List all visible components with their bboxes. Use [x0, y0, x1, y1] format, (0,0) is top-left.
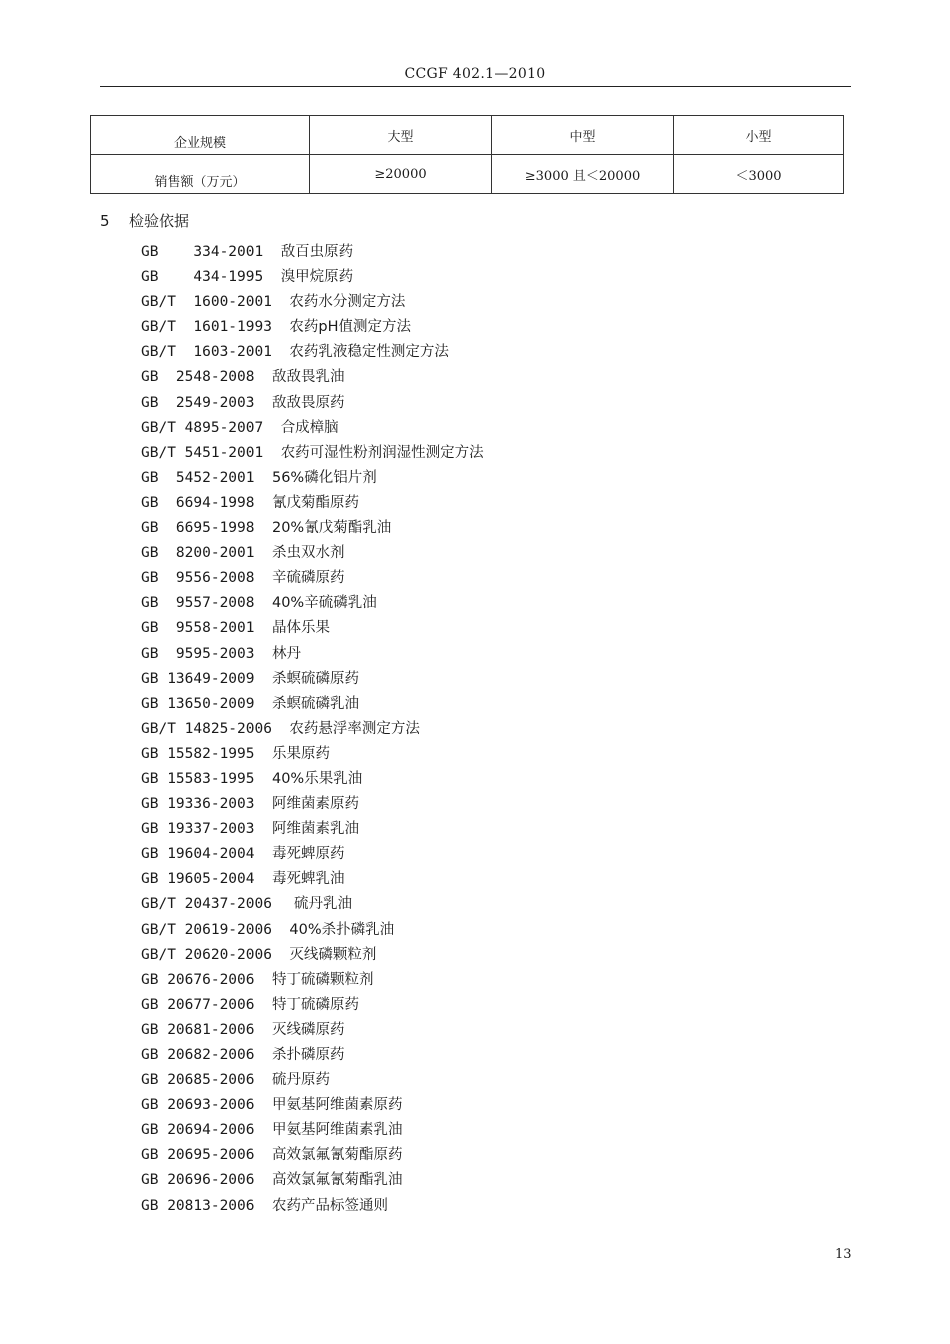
- page-number: 13: [835, 1247, 852, 1262]
- standard-code: GB/T 20619-2006: [141, 921, 272, 938]
- table-row: [91, 116, 844, 155]
- standard-name: 阿维菌素乳油: [271, 821, 359, 838]
- standard-name: 溴甲烷原药: [280, 269, 354, 286]
- standard-name: 农药pH值测定方法: [289, 319, 412, 336]
- list-item: [141, 867, 484, 892]
- table-cell: ＜3000: [674, 155, 844, 194]
- list-item: [141, 767, 484, 792]
- standard-code: GB 20693-2006: [141, 1097, 255, 1114]
- standard-name: 晶体乐果: [271, 620, 330, 637]
- standard-code: GB/T 1600-2001: [141, 294, 272, 311]
- standard-name: 农药水分测定方法: [289, 294, 406, 311]
- standard-code: GB 6695-1998: [141, 520, 255, 537]
- table-cell: 小型: [674, 116, 844, 155]
- standard-name: 灭线磷原药: [271, 1021, 345, 1038]
- list-item: [141, 1168, 484, 1193]
- list-item: [141, 1118, 484, 1143]
- standard-name: 高效氯氟氰菊酯乳油: [271, 1172, 403, 1189]
- list-item: [141, 968, 484, 993]
- list-item: [141, 742, 484, 767]
- list-item: [141, 616, 484, 641]
- standard-name: 甲氨基阿维菌素乳油: [271, 1122, 403, 1139]
- standard-code: GB 19337-2003: [141, 821, 255, 838]
- standard-name: 农药悬浮率测定方法: [289, 720, 420, 737]
- standard-name: 杀螟硫磷原药: [271, 670, 359, 687]
- table-row: [91, 155, 844, 194]
- standard-code: GB 9558-2001: [141, 620, 255, 637]
- list-item: [141, 240, 484, 265]
- standard-code: GB 19604-2004: [141, 846, 255, 863]
- list-item: [141, 918, 484, 943]
- list-item: [141, 416, 484, 441]
- standard-name: 高效氯氟氰菊酯原药: [271, 1147, 403, 1164]
- standard-name: 40%杀扑磷乳油: [289, 921, 395, 938]
- standard-code: GB 20694-2006: [141, 1122, 255, 1139]
- standard-name: 农药产品标签通则: [271, 1197, 388, 1214]
- header-divider: [100, 86, 851, 87]
- enterprise-scale-table: [90, 115, 844, 194]
- standard-code: GB 20682-2006: [141, 1047, 255, 1063]
- list-item: [141, 391, 484, 416]
- list-item: [141, 1143, 484, 1168]
- list-item: [141, 1068, 484, 1093]
- list-item: [141, 315, 484, 340]
- list-item: [141, 1018, 484, 1043]
- list-item: [141, 466, 484, 491]
- standard-name: 农药可湿性粉剂润湿性测定方法: [280, 444, 484, 461]
- standard-code: GB 13649-2009: [141, 670, 255, 687]
- standard-name: 毒死蜱乳油: [271, 871, 345, 888]
- list-item: [141, 667, 484, 692]
- standard-name: 40%乐果乳油: [271, 770, 363, 787]
- list-item: [141, 516, 484, 541]
- table-cell: ≥20000: [310, 155, 492, 194]
- list-item: [141, 1194, 484, 1219]
- standard-name: 阿维菌素原药: [271, 796, 359, 813]
- list-item: [141, 541, 484, 566]
- standard-name: 杀虫双水剂: [271, 545, 345, 562]
- standard-name: 灭线磷颗粒剂: [289, 946, 377, 963]
- list-item: [141, 842, 484, 867]
- list-item: [141, 591, 484, 616]
- standard-code: GB/T 20620-2006: [141, 946, 272, 963]
- standard-name: 硫丹乳油: [289, 896, 353, 913]
- standard-name: 56%磷化铝片剂: [271, 469, 377, 486]
- list-item: [141, 717, 484, 742]
- section-number: 5: [100, 212, 110, 230]
- standard-code: GB 19605-2004: [141, 871, 255, 888]
- standard-code: GB 20676-2006: [141, 971, 255, 988]
- standards-list: [141, 240, 484, 1219]
- standard-code: GB 19336-2003: [141, 796, 255, 813]
- list-item: [141, 817, 484, 842]
- standard-code: GB 20685-2006: [141, 1072, 255, 1089]
- standard-name: 特丁硫磷原药: [271, 996, 359, 1013]
- list-item: [141, 365, 484, 390]
- list-item: [141, 692, 484, 717]
- list-item: [141, 642, 484, 667]
- standard-name: 杀扑磷原药: [271, 1047, 345, 1063]
- list-item: [141, 340, 484, 365]
- standard-name: 硫丹原药: [271, 1072, 330, 1089]
- standard-code: GB/T 5451-2001: [141, 444, 264, 461]
- standard-name: 敌敌畏原药: [271, 394, 345, 411]
- standard-code: GB 20681-2006: [141, 1021, 255, 1038]
- list-item: [141, 993, 484, 1018]
- section-title: 检验依据: [129, 212, 190, 230]
- table-cell: 企业规模: [91, 116, 310, 155]
- standard-name: 农药乳液稳定性测定方法: [289, 344, 449, 361]
- standard-name: 特丁硫磷颗粒剂: [271, 971, 374, 988]
- section-heading: [100, 210, 189, 231]
- table-cell: ≥3000 且＜20000: [492, 155, 674, 194]
- standard-name: 敌敌畏乳油: [271, 369, 345, 386]
- list-item: [141, 441, 484, 466]
- standard-name: 合成樟脑: [280, 419, 339, 436]
- list-item: [141, 290, 484, 315]
- standard-code: GB 15582-1995: [141, 745, 255, 762]
- standard-code: GB 9557-2008: [141, 595, 255, 612]
- standard-code: GB 9556-2008: [141, 570, 255, 587]
- standard-code: GB/T 4895-2007: [141, 419, 264, 436]
- page-header-title: CCGF 402.1—2010: [404, 66, 546, 82]
- standard-code: GB 13650-2009: [141, 695, 255, 712]
- standard-name: 甲氨基阿维菌素原药: [271, 1097, 403, 1114]
- table-cell: 大型: [310, 116, 492, 155]
- standard-code: GB 20695-2006: [141, 1147, 255, 1164]
- list-item: [141, 892, 484, 917]
- list-item: [141, 566, 484, 591]
- list-item: [141, 1093, 484, 1118]
- standard-name: 敌百虫原药: [280, 244, 354, 260]
- standard-code: GB 20813-2006: [141, 1197, 255, 1214]
- standard-name: 40%辛硫磷乳油: [271, 595, 377, 612]
- standard-name: 毒死蜱原药: [271, 846, 345, 863]
- standard-code: GB 20677-2006: [141, 996, 255, 1013]
- table-cell: 中型: [492, 116, 674, 155]
- list-item: [141, 792, 484, 817]
- standard-name: 乐果原药: [271, 745, 330, 762]
- standard-code: GB/T 20437-2006: [141, 896, 272, 913]
- list-item: [141, 491, 484, 516]
- standard-code: GB 334-2001: [141, 244, 264, 260]
- standard-code: GB 2549-2003: [141, 394, 255, 411]
- standard-code: GB 8200-2001: [141, 545, 255, 562]
- standard-code: GB/T 1601-1993: [141, 319, 272, 336]
- standard-code: GB/T 1603-2001: [141, 344, 272, 361]
- standard-code: GB 9595-2003: [141, 645, 255, 662]
- standard-code: GB 5452-2001: [141, 469, 255, 486]
- list-item: [141, 265, 484, 290]
- standard-name: 林丹: [271, 645, 301, 662]
- standard-name: 氰戊菊酯原药: [271, 494, 359, 511]
- standard-code: GB 2548-2008: [141, 369, 255, 386]
- standard-code: GB/T 14825-2006: [141, 720, 272, 737]
- standard-code: GB 15583-1995: [141, 770, 255, 787]
- standard-code: GB 434-1995: [141, 269, 264, 286]
- standard-name: 20%氰戊菊酯乳油: [271, 520, 392, 537]
- table-cell: 销售额（万元）: [91, 155, 310, 194]
- standard-code: GB 20696-2006: [141, 1172, 255, 1189]
- list-item: [141, 943, 484, 968]
- standard-name: 辛硫磷原药: [271, 570, 345, 587]
- standard-name: 杀螟硫磷乳油: [271, 695, 359, 712]
- list-item: [141, 1043, 484, 1068]
- standard-code: GB 6694-1998: [141, 494, 255, 511]
